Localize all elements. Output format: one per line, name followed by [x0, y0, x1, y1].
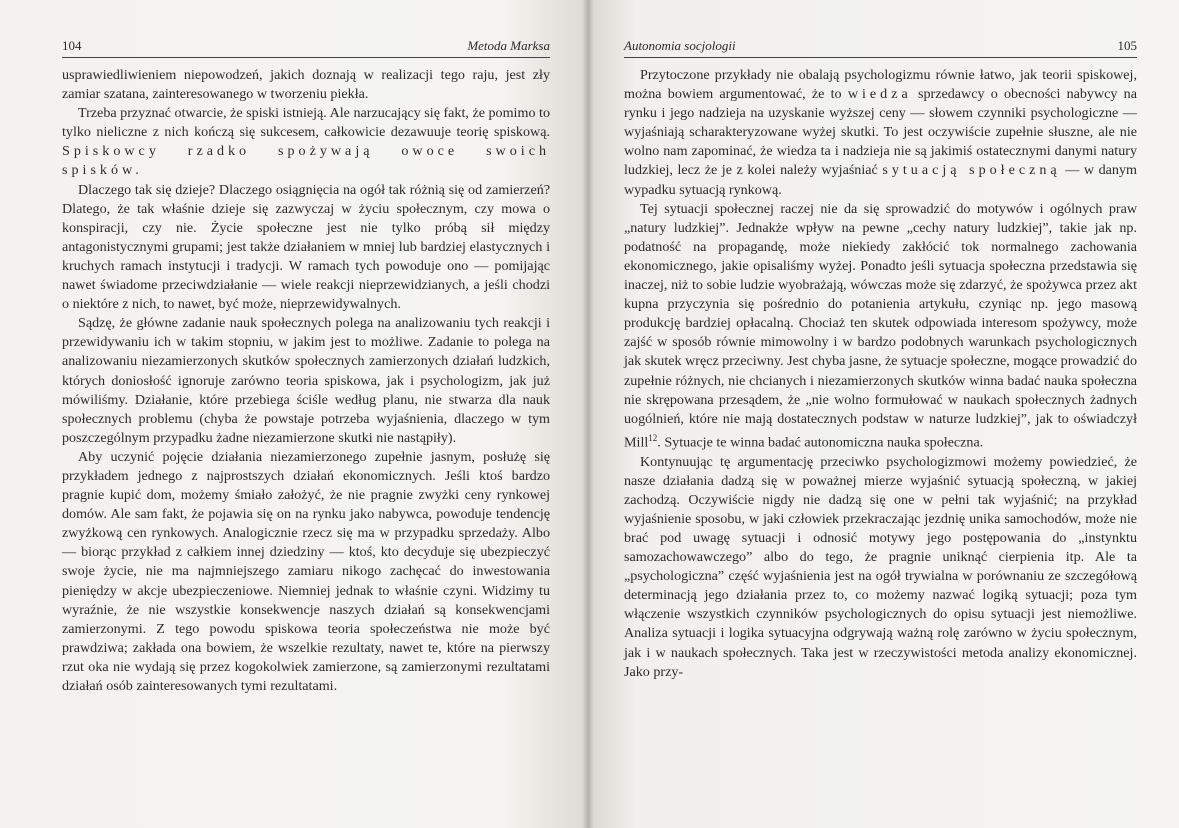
paragraph	[624, 66, 1137, 200]
paragraph-text: Trzeba przyznać otwarcie, że spiski istnieją. Ale narzucający się fakt, że pomimo to tylko nieliczne z nich kończą się sukcesem, całkowicie dezawuuje teorię spiskową.	[62, 105, 550, 141]
paragraph: Sądzę, że główne zadanie nauk społecznych polega na analizowaniu tych reakcji i przewidywaniu ich w takim stopniu, w jakim jest to możliwe. Zadanie to polega na analizowaniu niezamierzonych skutków społecznych zamierzonych działań ludzkich, których doniosłość ignoruje zarówno teoria spiskowa, jak i psychologizm, jak już mówiliśmy. Działanie, które przebiega ściśle według planu, nie stwarza dla nauk społecznych problemu (chyba że powstaje potrzeba wyjaśnienia, dlaczego w tym poszczególnym przypadku żadne niezamierzone skutki nie nastąpiły).	[62, 315, 550, 446]
spaced-emphasis: Spiskowcy rzadko spożywają owoce swoich spisków.	[62, 143, 550, 179]
paragraph: usprawiedliwieniem niepowodzeń, jakich doznają w realizacji tego raju, jest zły zamiar szatana, zainteresowanego w tworzeniu piekła.	[62, 67, 550, 103]
paragraph	[62, 104, 550, 180]
right-page	[588, 0, 1179, 828]
paragraph	[624, 200, 1137, 453]
running-title: Metoda Marksa	[467, 38, 550, 53]
spaced-emphasis: sytuacją społeczną	[882, 162, 1061, 179]
left-page	[0, 0, 588, 828]
paragraph-text: — w danym wypadku sytuacją rynkową.	[624, 162, 1137, 198]
footnote-marker: 12	[648, 432, 658, 443]
right-page-header	[624, 38, 1137, 58]
paragraph-text: Przytoczone przykłady nie obalają psychologizmu równie łatwo, jak teorii spiskowej, można bowiem argumentować, że to	[624, 67, 1137, 103]
book-gutter	[582, 0, 594, 828]
page-number: 104	[62, 38, 82, 53]
paragraph-text: . Sytuacje te winna badać autonomiczna nauka społeczna.	[657, 434, 984, 451]
paragraph: Dlaczego tak się dzieje? Dlaczego osiągnięcia na ogół tak różnią się od zamierzeń? Dlatego, że tak właśnie dzieje się zazwyczaj w życiu społecznym, czy mowa o konspiracji, czy nie. Życie społeczne jest nie tylko próbą sił między antagonistycznymi grupami; jest także działaniem w mniej lub bardziej elastycznych i kruchych ramach instytucji i tradycji. W ramach tych powoduje ono — pomijając nawet świadome przeciwdziałanie — wiele reakcji nieprzewidzianych, a jeśli chodzi o niektóre z nich, to nawet, być może, nieprzewidywalnych.	[62, 181, 550, 313]
paragraph: Kontynuując tę argumentację przeciwko psychologizmowi możemy powiedzieć, że nasze działania dadzą się w poważnej mierze wyjaśnić sytuacją społeczną, w jakiej zachodzą. Oczywiście nigdy nie dadzą się one w pełni tak wyjaśnić; na przykład wyjaśnienie sposobu, w jaki człowiek przekraczając jezdnię unika samochodów, może nie brać pod uwagę sytuacji i odnosić motywy jego postępowania do „instynktu samozachowawczego” albo do tego, że pragnie uniknąć cierpienia itp. Ale ta „psychologiczna” część wyjaśnienia jest na ogół trywialna w porównaniu ze szczegółową determinacją jego działania przez to, co możemy nazwać logiką sytuacji; poza tym włączenie wszystkich czynników psychologicznych do opisu sytuacji jest niemożliwe. Analiza sytuacji i logika sytuacyjna odgrywają ważną rolę zarówno w życiu społecznym, jak i w naukach społecznych. Taka jest w rzeczywistości metoda analizy ekonomicznej. Jako przy-	[624, 453, 1137, 680]
spaced-emphasis: wiedza	[847, 86, 912, 103]
paragraph-text: Tej sytuacji społecznej raczej nie da się sprowadzić do motywów i ogólnych praw „natury ludzkiej”. Jednakże wpływ na pewne „cechy natury ludzkiej”, takie jak np. podatność na propagandę, może niekiedy zakłócić tok normalnego zachowania ekonomicznego, jakie opisaliśmy wyżej. Ponadto jeśli sytuacja społeczna przedstawia się inaczej, niż to sobie ludzie wyobrażają, wówczas może się zdarzyć, że spożywca przez akt kupna przyczynia się pośrednio do potanienia artykułu, czyniąc np. jego masową produkcję bardziej opłacalną. Chociaż ten skutek odpowiada interesom spożywcy, może zajść w sposób równie mimowolny i w bardzo podobnych warunkach psychologicznych jak skutek wręcz przeciwny. Jest chyba jasne, że sytuacje społeczne, mogące prowadzić do zupełnie różnych, nie chcianych i niezamierzonych skutków winna badać nauka społeczna nie skrępowana przesądem, że „nie wolno formułować w naukach społecznych żadnych uogólnień, które nie mają dostatecznych podstaw w naturze ludzkiej”, jak to oświadczył Mill	[624, 200, 1137, 451]
left-page-header	[62, 38, 550, 58]
running-title: Autonomia socjologii	[624, 38, 736, 53]
paragraph-text: sprzedawcy o obecności nabywcy na rynku i jego nadzieja na uzyskanie wyższej ceny — słowem czynniki psychologiczne — wyjaśniają scharakteryzowane wyżej skutki. To jest oczywiście zupełnie słuszne, ale nie wolno nam zapominać, że wiedza ta i nadzieja nie są jakimiś ostatecznymi danymi natury ludzkiej, lecz że je z kolei należy wyjaśniać	[624, 86, 1137, 179]
paragraph: Aby uczynić pojęcie działania niezamierzonego zupełnie jasnym, posłużę się przykładem jednego z najprostszych działań ekonomicznych. Jeśli ktoś bardzo pragnie kupić dom, możemy śmiało założyć, że nie pragnie zwyżki ceny rynkowej domów. Ale sam fakt, że pojawia się on na rynku jako nabywca, powoduje tendencję zwyżkową cen rynkowych. Analogicznie rzecz się ma w przypadku sprzedaży. Albo — biorąc przykład z całkiem innej dziedziny — ktoś, kto decyduje się ubezpieczyć swoje życie, nie ma najmniejszego zamiaru nikogo zachęcać do inwestowania pieniędzy w akcje ubezpieczeniowe. Niemniej jednak to właśnie czyni. Widzimy tu wyraźnie, że nie wszystkie konsekwencje naszych działań są konsekwencjami zamierzonymi. Z tego powodu spiskowa teoria społeczeństwa nie może być prawdziwa; zakłada ona bowiem, że wszelkie rezultaty, nawet te, które na pierwszy rzut oka nie wydają się przez kogokolwiek zamierzone, są zamierzonymi rezultatami działań osób zainteresowanych tymi rezultatami.	[62, 448, 550, 694]
page-number: 105	[1117, 38, 1137, 53]
right-page-body	[624, 66, 1137, 682]
left-page-body	[62, 66, 550, 696]
